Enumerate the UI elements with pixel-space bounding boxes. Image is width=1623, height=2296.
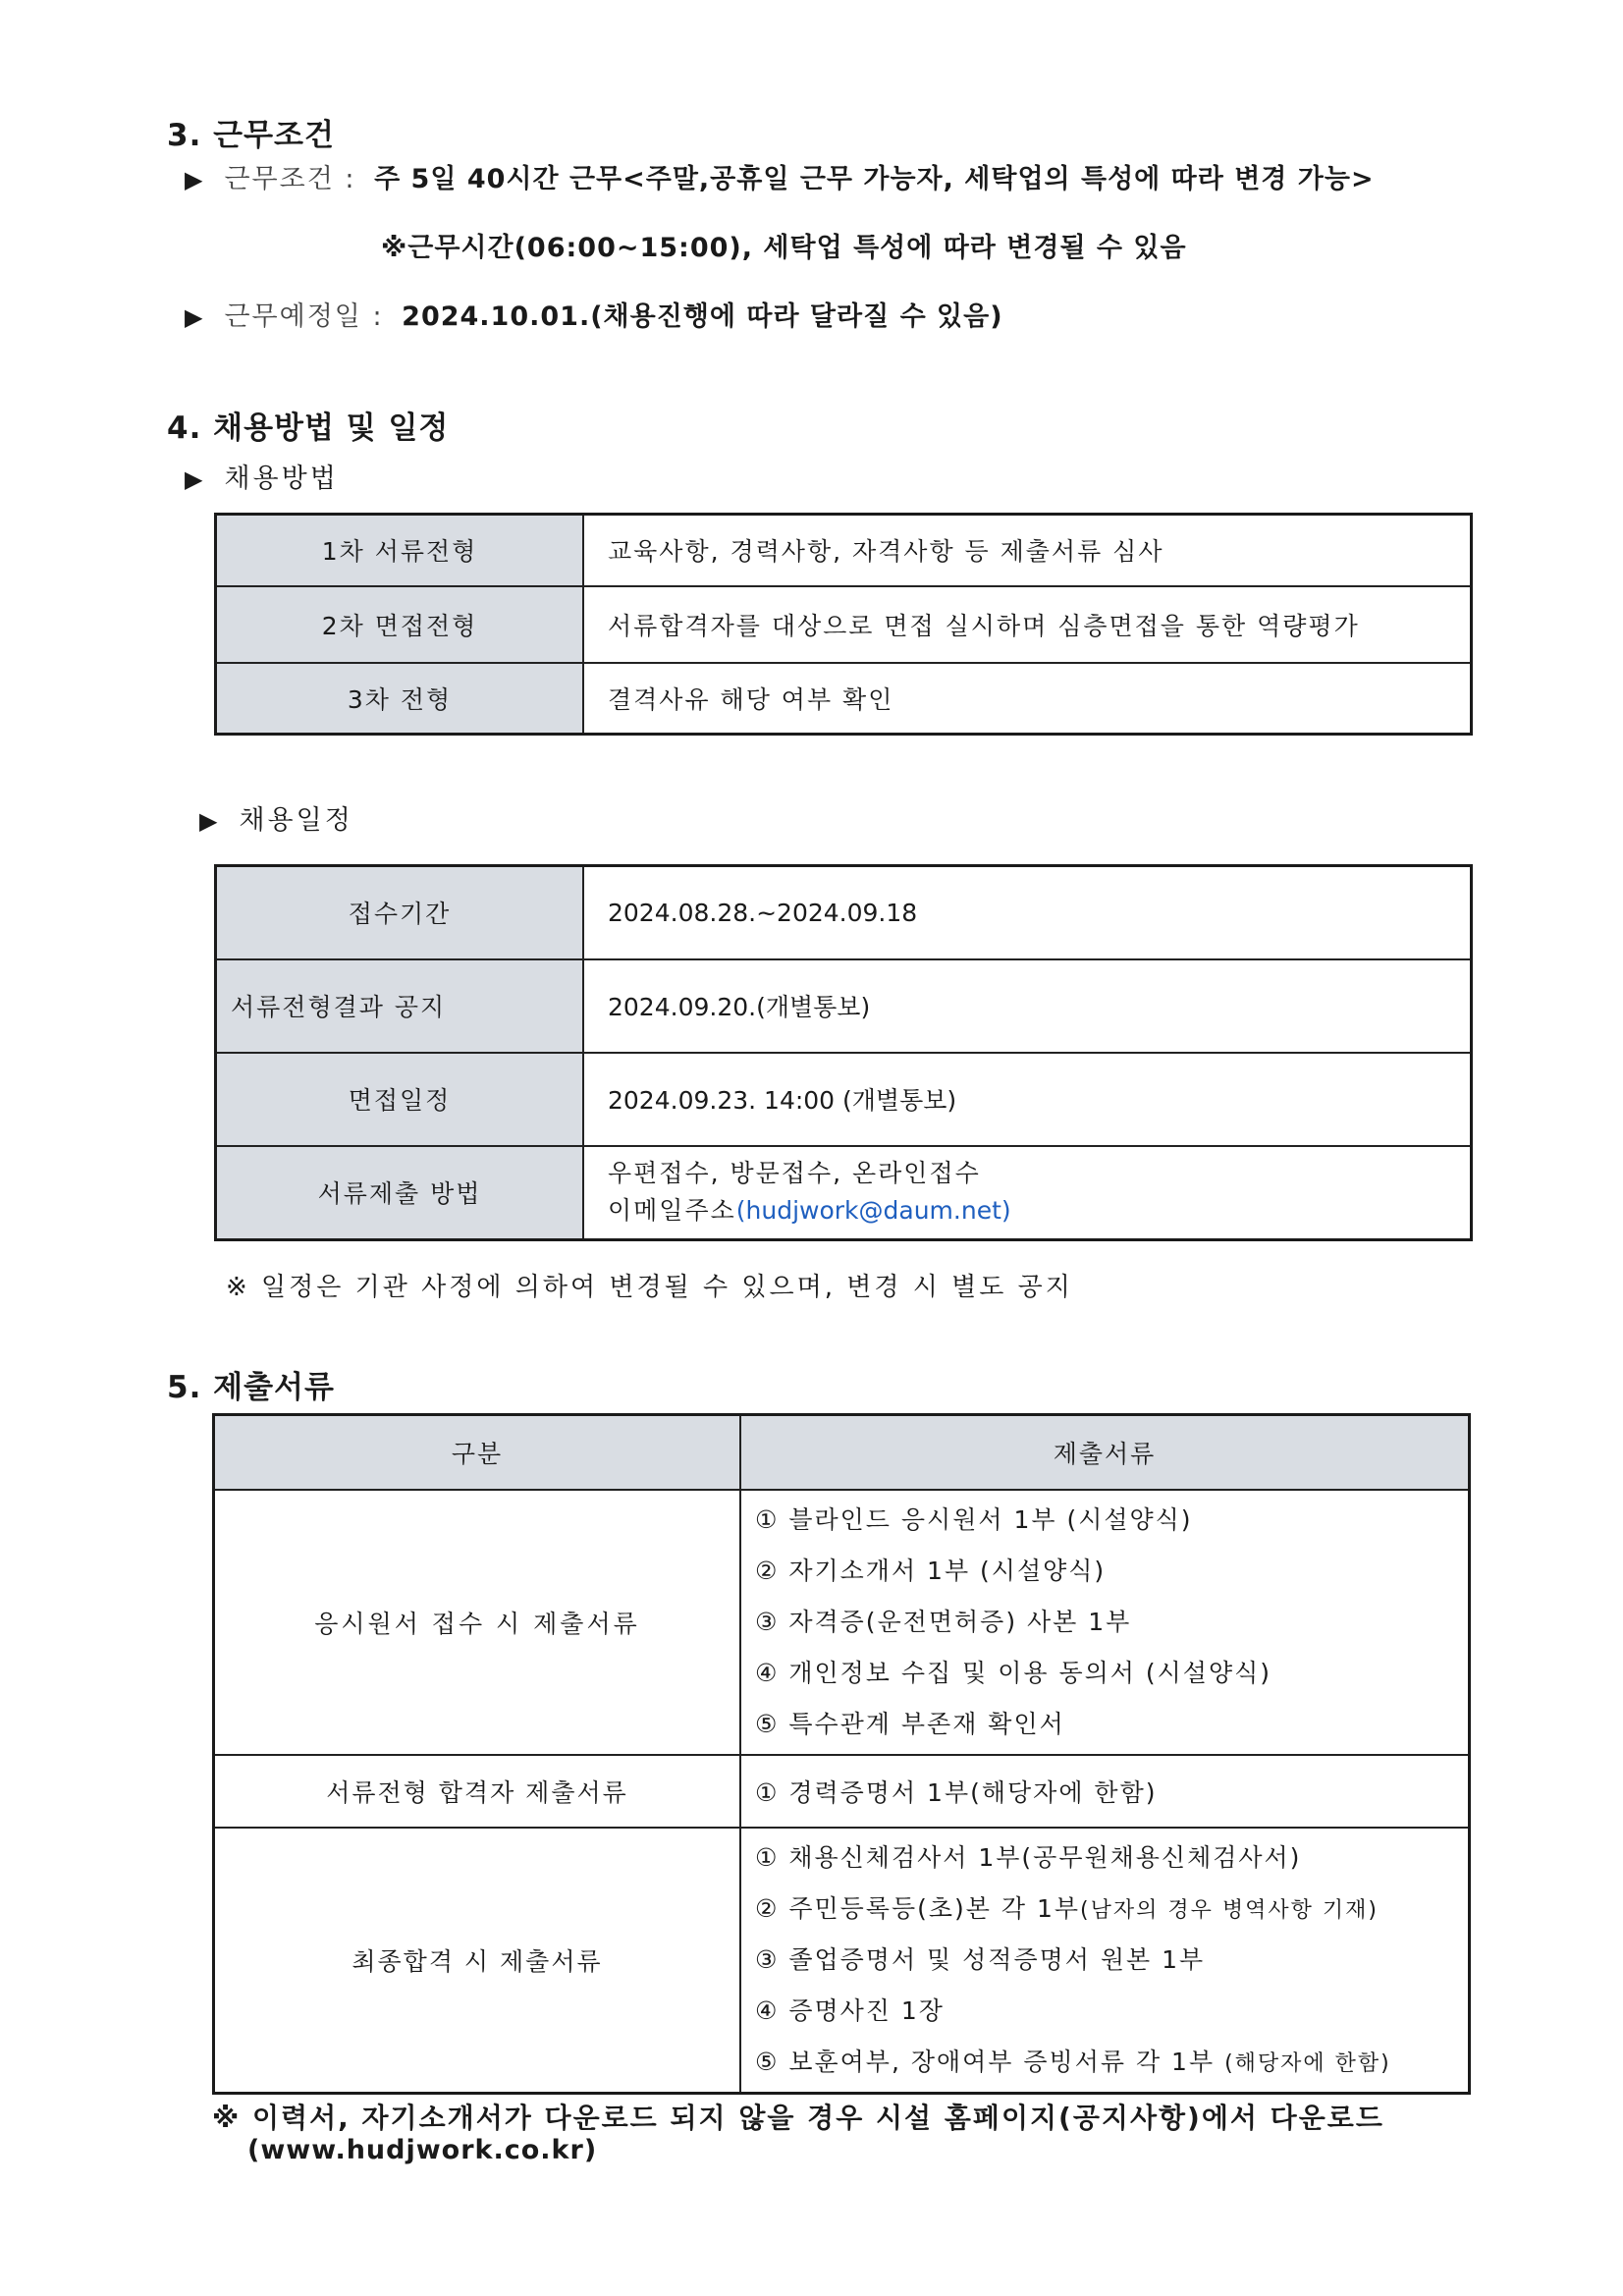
work-condition-value: 주 5일 40시간 근무<주말,공휴일 근무 가능자, 세탁업의 특성에 따라 변경 가능> bbox=[374, 164, 1375, 194]
header-documents: 제출서류 bbox=[740, 1415, 1470, 1491]
list-item-suffix: (남자의 경우 병역사항 기재) bbox=[1080, 1898, 1379, 1923]
section5-title: 5. 제출서류 bbox=[167, 1370, 335, 1405]
table-row bbox=[214, 1755, 1470, 1828]
triangle-right-icon: ▶ bbox=[185, 465, 203, 493]
table-row bbox=[216, 1053, 1472, 1146]
email-link[interactable]: (hudjwork@daum.net) bbox=[735, 1196, 1011, 1226]
group-label: 서류전형 합격자 제출서류 bbox=[214, 1755, 741, 1828]
method-heading-label: 채용방법 bbox=[224, 464, 339, 494]
list-item: ⑤ 특수관계 부존재 확인서 bbox=[755, 1710, 1065, 1738]
start-date-label: 근무예정일 : bbox=[224, 301, 384, 332]
email-prefix: 이메일주소 bbox=[608, 1196, 736, 1226]
schedule-value: 2024.08.28.~2024.09.18 bbox=[583, 866, 1472, 959]
section4-title: 4. 채용방법 및 일정 bbox=[167, 410, 450, 446]
submission-value bbox=[583, 1146, 1472, 1240]
table-row bbox=[214, 1828, 1470, 2094]
table-row bbox=[216, 515, 1472, 586]
list-item-suffix: (해당자에 한함) bbox=[1224, 2051, 1391, 2076]
group-items bbox=[740, 1755, 1470, 1828]
footer-url[interactable]: (www.hudjwork.co.kr) bbox=[247, 2135, 598, 2165]
triangle-right-icon: ▶ bbox=[185, 303, 203, 331]
triangle-right-icon: ▶ bbox=[199, 807, 218, 835]
method-value: 서류합격자를 대상으로 면접 실시하며 심층면접을 통한 역량평가 bbox=[583, 586, 1472, 663]
submission-methods: 우편접수, 방문접수, 온라인접수 bbox=[608, 1159, 981, 1188]
footer-note: ※ 이력서, 자기소개서가 다운로드 되지 않을 경우 시설 홈페이지(공지사항)에서 다운로드 bbox=[212, 2102, 1384, 2134]
schedule-note: ※ 일정은 기관 사정에 의하여 변경될 수 있으며, 변경 시 별도 공지 bbox=[226, 1273, 1073, 1302]
table-row bbox=[216, 959, 1472, 1053]
schedule-label: 접수기간 bbox=[216, 866, 584, 959]
table-row bbox=[216, 1146, 1472, 1240]
header-category: 구분 bbox=[214, 1415, 741, 1491]
schedule-heading-label: 채용일정 bbox=[239, 805, 353, 836]
schedule-label: 서류전형결과 공지 bbox=[216, 959, 584, 1053]
table-header-row bbox=[214, 1415, 1470, 1491]
start-date-line bbox=[185, 295, 1003, 333]
list-item: ④ 증명사진 1장 bbox=[755, 1996, 945, 2025]
list-item bbox=[755, 1884, 1454, 1935]
method-table bbox=[214, 513, 1473, 736]
group-label: 최종합격 시 제출서류 bbox=[214, 1828, 741, 2094]
table-row bbox=[214, 1490, 1470, 1755]
submission-email-line bbox=[608, 1192, 1446, 1230]
work-condition-line bbox=[185, 157, 1375, 195]
list-item: ③ 졸업증명서 및 성적증명서 원본 1부 bbox=[755, 1945, 1206, 1974]
group-items bbox=[740, 1490, 1470, 1755]
list-item: ④ 개인정보 수집 및 이용 동의서 (시설양식) bbox=[755, 1659, 1272, 1687]
documents-table bbox=[212, 1413, 1471, 2095]
list-item bbox=[755, 2037, 1454, 2088]
schedule-value: 2024.09.20.(개별통보) bbox=[583, 959, 1472, 1053]
method-label: 2차 면접전형 bbox=[216, 586, 584, 663]
work-condition-label: 근무조건 : bbox=[224, 164, 356, 194]
method-value: 결격사유 해당 여부 확인 bbox=[583, 663, 1472, 735]
method-label: 1차 서류전형 bbox=[216, 515, 584, 586]
submission-label: 서류제출 방법 bbox=[216, 1146, 584, 1240]
method-heading bbox=[185, 457, 339, 495]
list-item: ① 채용신체검사서 1부(공무원채용신체검사서) bbox=[755, 1843, 1302, 1872]
list-item-text: ⑤ 보훈여부, 장애여부 증빙서류 각 1부 bbox=[755, 2048, 1216, 2076]
schedule-label: 면접일정 bbox=[216, 1053, 584, 1146]
triangle-right-icon: ▶ bbox=[185, 166, 203, 193]
method-value: 교육사항, 경력사항, 자격사항 등 제출서류 심사 bbox=[583, 515, 1472, 586]
list-item-text: ② 주민등록등(초)본 각 1부 bbox=[755, 1894, 1081, 1923]
start-date-value: 2024.10.01.(채용진행에 따라 달라질 수 있음) bbox=[402, 301, 1003, 332]
group-items bbox=[740, 1828, 1470, 2094]
list-item: ② 자기소개서 1부 (시설양식) bbox=[755, 1557, 1107, 1585]
table-row bbox=[216, 663, 1472, 735]
table-row bbox=[216, 866, 1472, 959]
schedule-heading bbox=[199, 798, 353, 837]
method-label: 3차 전형 bbox=[216, 663, 584, 735]
section3-title: 3. 근무조건 bbox=[167, 118, 335, 153]
list-item: ① 블라인드 응시원서 1부 (시설양식) bbox=[755, 1505, 1193, 1534]
schedule-value: 2024.09.23. 14:00 (개별통보) bbox=[583, 1053, 1472, 1146]
group-label: 응시원서 접수 시 제출서류 bbox=[214, 1490, 741, 1755]
schedule-table bbox=[214, 864, 1473, 1241]
list-item: ① 경력증명서 1부(해당자에 한함) bbox=[755, 1778, 1158, 1807]
work-hours-note: ※근무시간(06:00~15:00), 세탁업 특성에 따라 변경될 수 있음 bbox=[381, 233, 1187, 263]
table-row bbox=[216, 586, 1472, 663]
list-item: ③ 자격증(운전면허증) 사본 1부 bbox=[755, 1608, 1132, 1636]
